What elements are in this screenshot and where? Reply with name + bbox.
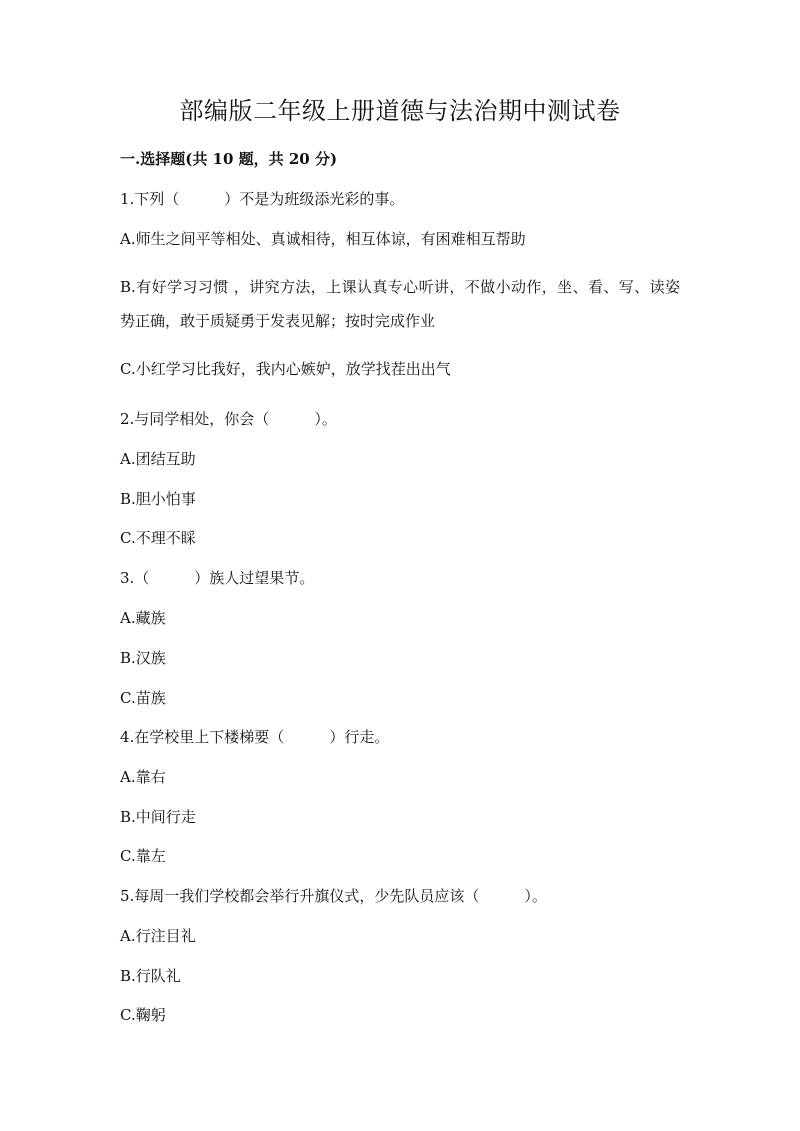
question-5-option-a: A.行注目礼	[120, 927, 196, 945]
question-2-option-a: A.团结互助	[120, 450, 196, 468]
question-3-option-a: A.藏族	[120, 609, 166, 627]
question-3-option-c: C.苗族	[120, 689, 166, 707]
question-2-option-b: B.胆小怕事	[120, 490, 196, 508]
question-1-option-b: B.有好学习习惯 ，讲究方法，上课认真专心听讲，不做小动作，坐、看、写、读姿势正确，敢于质疑勇于发表见解；按时完成作业	[120, 278, 680, 330]
question-5-option-b: B.行队礼	[120, 967, 181, 985]
exam-title: 部编版二年级上册道德与法治期中测试卷	[179, 97, 621, 125]
question-1-stem: 1.下列（ ）不是为班级添光彩的事。	[120, 190, 405, 208]
question-3-stem: 3.（ ）族人过望果节。	[120, 569, 315, 587]
question-4-stem: 4.在学校里上下楼梯要（ ）行走。	[120, 728, 390, 746]
question-4-option-a: A.靠右	[120, 768, 166, 786]
question-2-option-c: C.不理不睬	[120, 529, 196, 547]
question-3-option-b: B.汉族	[120, 649, 166, 667]
question-1-option-a: A.师生之间平等相处、真诚相待，相互体谅，有困难相互帮助	[120, 230, 526, 248]
question-2-stem: 2.与同学相处，你会（ ）。	[120, 410, 337, 428]
section-heading: 一.选择题(共 10 题，共 20 分)	[120, 150, 338, 168]
question-4-option-c: C.靠左	[120, 847, 166, 865]
question-5-option-c: C.鞠躬	[120, 1006, 166, 1024]
question-4-option-b: B.中间行走	[120, 808, 196, 826]
question-1-option-c: C.小红学习比我好，我内心嫉妒，放学找茬出出气	[120, 360, 451, 378]
question-5-stem: 5.每周一我们学校都会举行升旗仪式，少先队员应该（ ）。	[120, 887, 547, 905]
